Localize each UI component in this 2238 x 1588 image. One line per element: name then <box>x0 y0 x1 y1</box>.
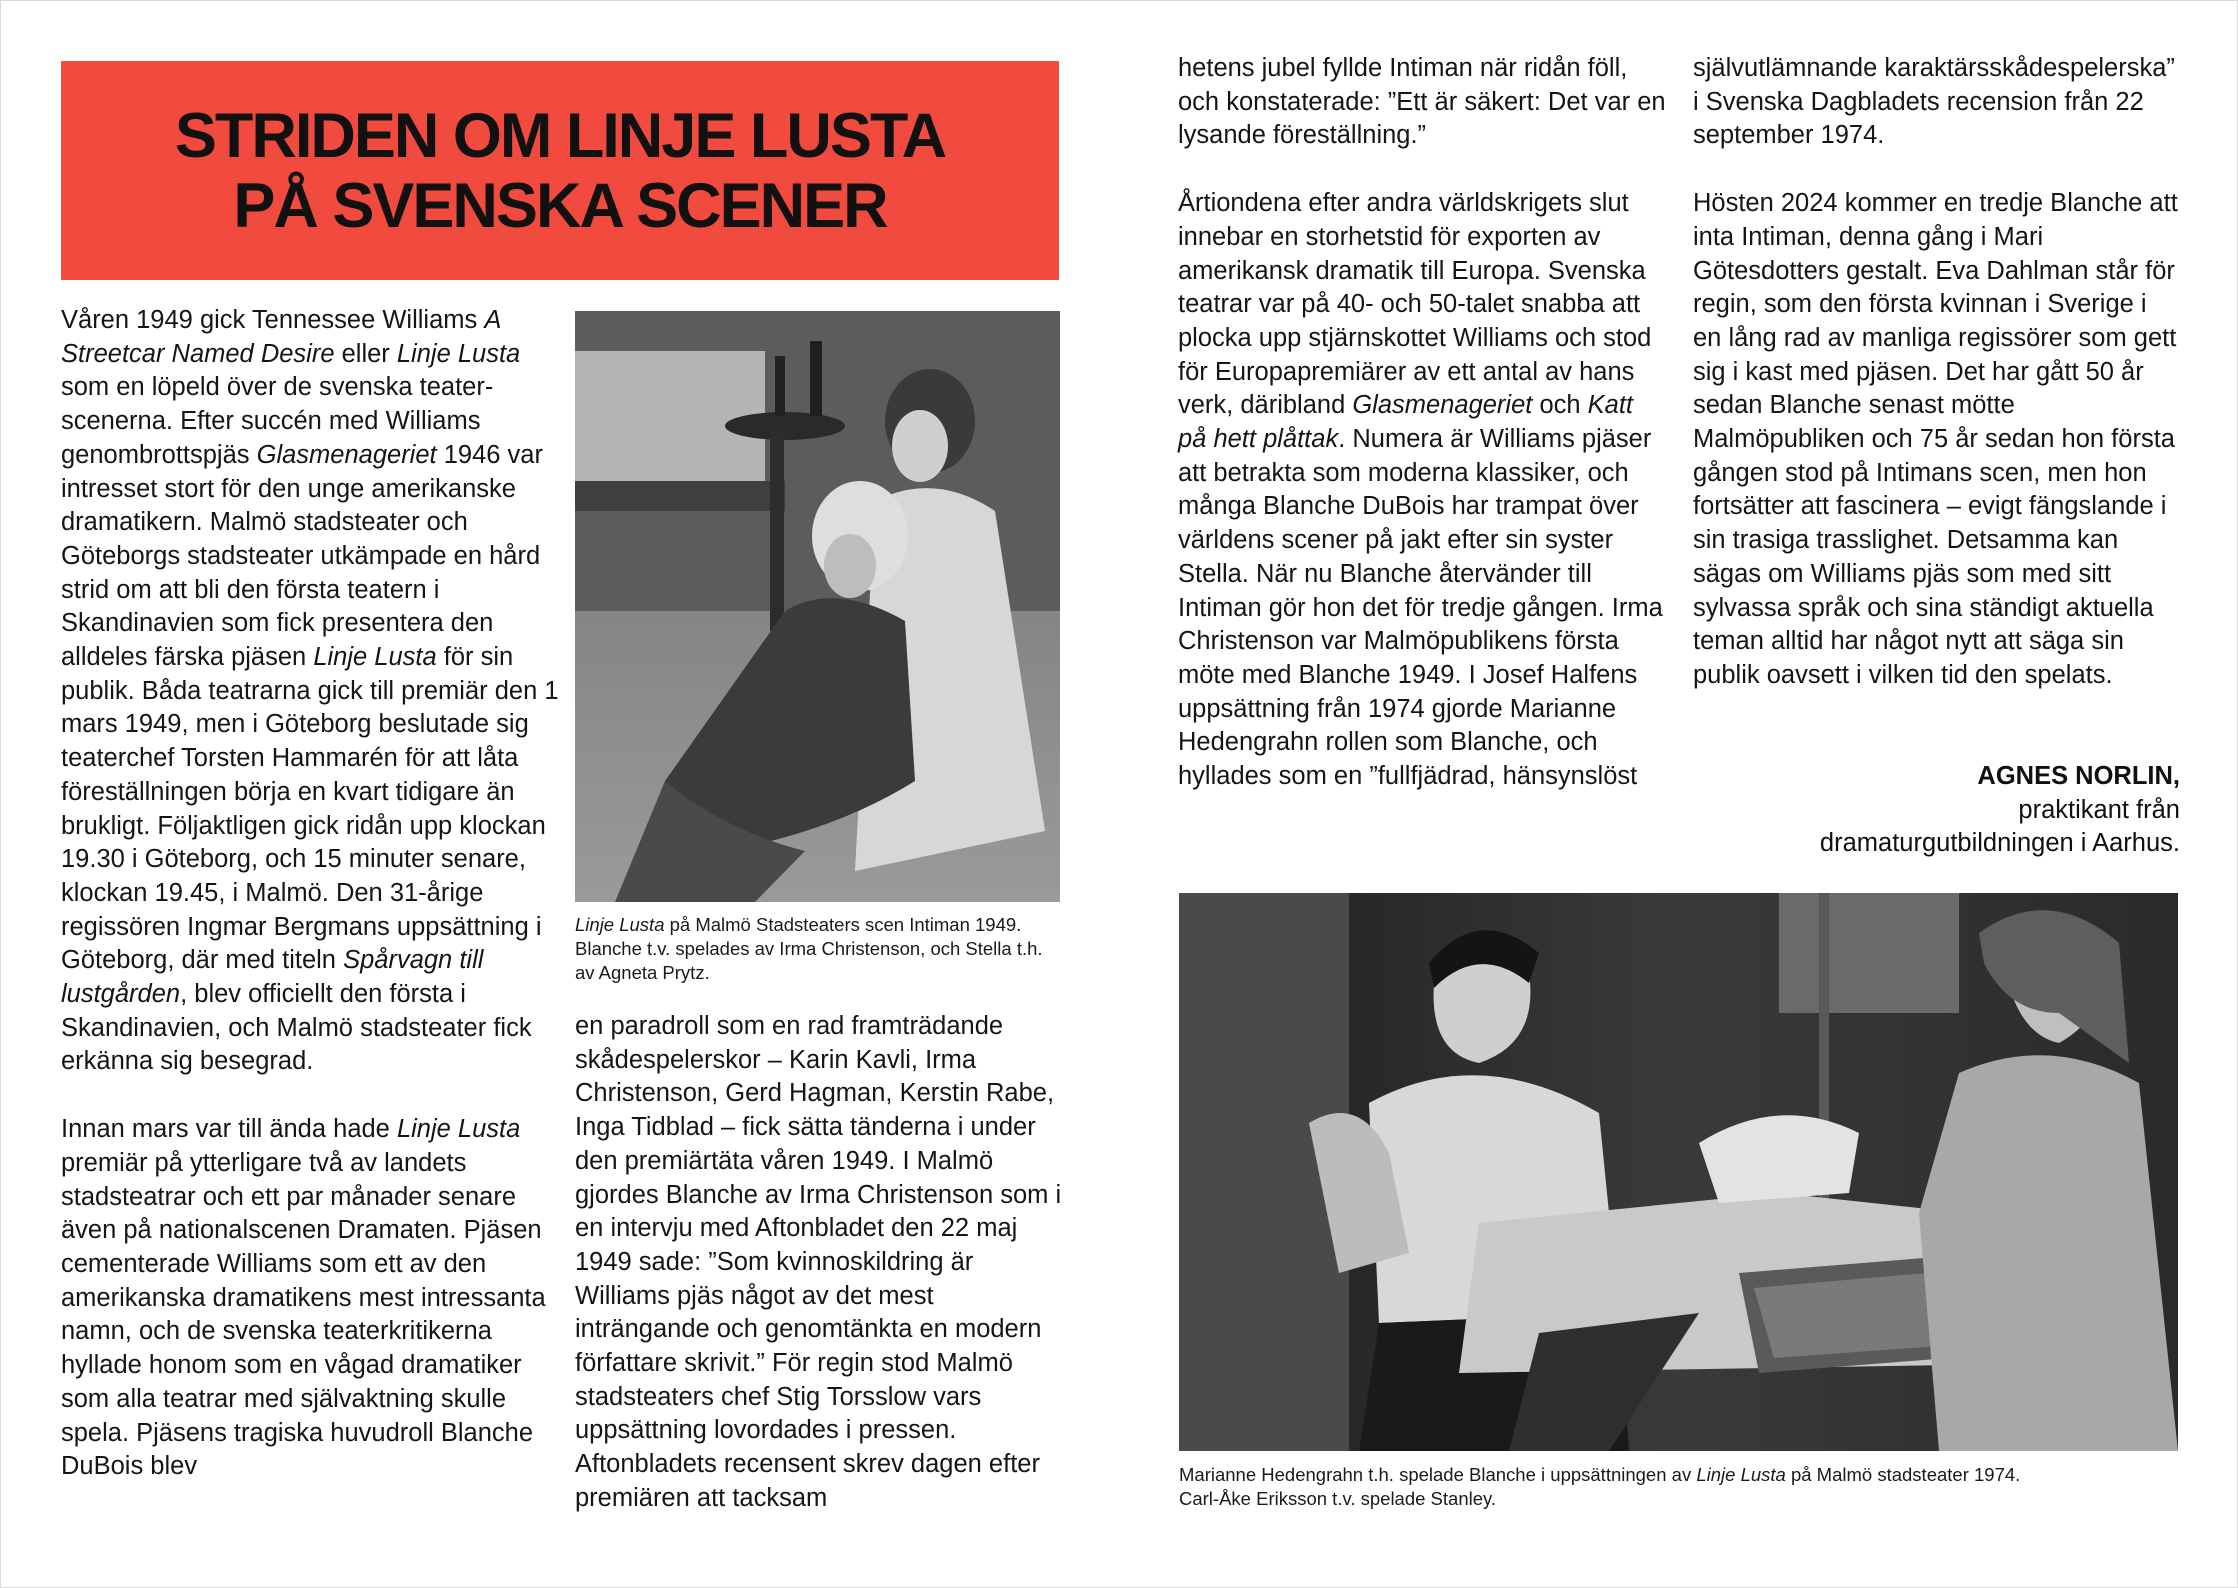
article-column-3 <box>1178 52 1668 794</box>
article-paragraph: en paradroll som en rad framträdande skådespelerskor – Karin Kavli, Irma Christenson, Gerd Hagman, Kerstin Rabe, Inga Tidblad – fick sätta tänderna i under den premiärtäta våren 1949. I Malmö gjordes Blanche av Irma Christenson som i en intervju med Aftonbladet den 22 maj 1949 sade: ”Som kvinnoskildring är Williams pjäs något av det mest inträngande och genomtänkta en modern författare skrivit.” För regin stod Malmö stadsteaters chef Stig Torsslow vars uppsättning lovordades i pressen. Aftonbladets recensent skrev dagen efter premiären att tacksam <box>575 1012 1062 1512</box>
author-role-line-2: dramaturgutbildningen i Aarhus. <box>1819 829 2180 858</box>
author-signature <box>1820 760 2180 861</box>
photo-2-caption <box>1179 1463 2179 1511</box>
headline-line-1: STRIDEN OM LINJE LUSTA <box>174 100 946 171</box>
photo-1974-illustration <box>1179 893 2178 1451</box>
article-column-4 <box>1693 52 2181 693</box>
article-paragraph: Årtiondena efter andra världskrigets slut innebar en storhetstid för exporten av amerikansk dramatik till Europa. Svenska teatrar var på 40- och 50-talet snabba att plocka upp stjärnskottet Williams och stod för Europapremiärer av ett antal av hans verk, däribland Glasmenageriet och Katt på hett plåttak. Numera är Williams pjäser att betrakta som moderna klassiker, och många Blanche DuBois har trampat över världens scener på jakt efter sin syster Stella. När nu Blanche återvänder till Intiman gör hon det för tredje gången. Irma Christenson var Malmöpublikens första möte med Blanche 1949. I Josef Halfens uppsättning från 1974 gjorde Marianne Hedengrahn rollen som Blanche, och hyllades som en ”fullfjädrad, hänsynslöst <box>1178 189 1663 791</box>
article-paragraph: hetens jubel fyllde Intiman när ridån föll, och konstaterade: ”Ett är säkert: Det var en lysande föreställning.” <box>1178 54 1666 150</box>
headline-banner <box>61 61 1059 280</box>
photo-2-caption-line-2: Carl-Åke Eriksson t.v. spelade Stanley. <box>1179 1488 1497 1509</box>
photo-linje-lusta-1974 <box>1179 893 2178 1451</box>
article-paragraph: Våren 1949 gick Tennessee Williams A Streetcar Named Desire eller Linje Lusta som en löpeld över de svenska teaterscenerna. Efter succén med Williams genombrottspjäs Glasmenageriet 1946 var intresset stort för den unge amerikanske dramatikern. Malmö stadsteater och Göteborgs stadsteater utkämpade en hård strid om att bli den första teatern i Skandinavien som fick presentera den alldeles färska pjäsen Linje Lusta för sin publik. Båda teatrarna gick till premiär den 1 mars 1949, men i Göteborg beslutade sig teaterchef Torsten Hammarén för att låta föreställningen börja en kvart tidigare än brukligt. Följaktligen gick ridån upp klockan 19.30 i Göteborg, och 15 minuter senare, klockan 19.45, i Malmö. Den 31-årige regissören Ingmar Bergmans uppsättning i Göteborg, där med titeln Spårvagn till lustgården, blev officiellt den första i Skandinavien, och Malmö stadsteater fick erkänna sig besegrad. <box>61 306 559 1076</box>
article-paragraph: Hösten 2024 kommer en tredje Blanche att inta Intiman, denna gång i Mari Götesdotters gestalt. Eva Dahlman står för regin, som den första kvinnan i Sverige i en lång rad av manliga regissörer som gett sig i kast med pjäsen. Det har gått 50 år sedan Blanche senast mötte Malmöpubliken och 75 år sedan hon första gången stod på Intimans scen, men hon fortsätter att fascinera – evigt fängslande i sin trasiga trasslighet. Detsamma kan sägas om Williams pjäs som med sitt sylvassa språk och sina ständigt aktuella teman alltid har något nytt att säga sin publik oavsett i vilken tid den spelats. <box>1693 189 2178 689</box>
author-name: AGNES NORLIN, <box>1977 762 2180 790</box>
headline-line-2: PÅ SVENSKA SCENER <box>233 170 887 241</box>
article-column-1 <box>61 304 561 1484</box>
photo-1949-illustration <box>575 311 1060 902</box>
article-paragraph: självutlämnande karaktärsskådespelerska” i Svenska Dagbladets recension från 22 september 1974. <box>1693 54 2175 150</box>
photo-1-caption: Linje Lusta på Malmö Stadsteaters scen Intiman 1949. Blanche t.v. spelades av Irma Christenson, och Stella t.h. av Agneta Prytz. <box>575 914 1043 983</box>
article-paragraph: Innan mars var till ända hade Linje Lusta premiär på ytterligare två av landets stadsteatrar och ett par månader senare även på nationalscenen Dramaten. Pjäsen cementerade Williams som ett av den amerikanska dramatikens mest intressanta namn, och de svenska teaterkritikerna hyllade honom som en vågad dramatiker som alla teatrar med självaktning skulle spela. Pjäsens tragiska huvudroll Blanche DuBois blev <box>61 1115 546 1481</box>
photo-2-caption-line-1: Marianne Hedengrahn t.h. spelade Blanche i uppsättningen av Linje Lusta på Malmö stadsteater 1974. <box>1179 1464 2021 1485</box>
article-column-2 <box>575 1010 1063 1516</box>
photo-linje-lusta-1949 <box>575 311 1060 902</box>
author-role-line-1: praktikant från <box>2018 795 2180 824</box>
